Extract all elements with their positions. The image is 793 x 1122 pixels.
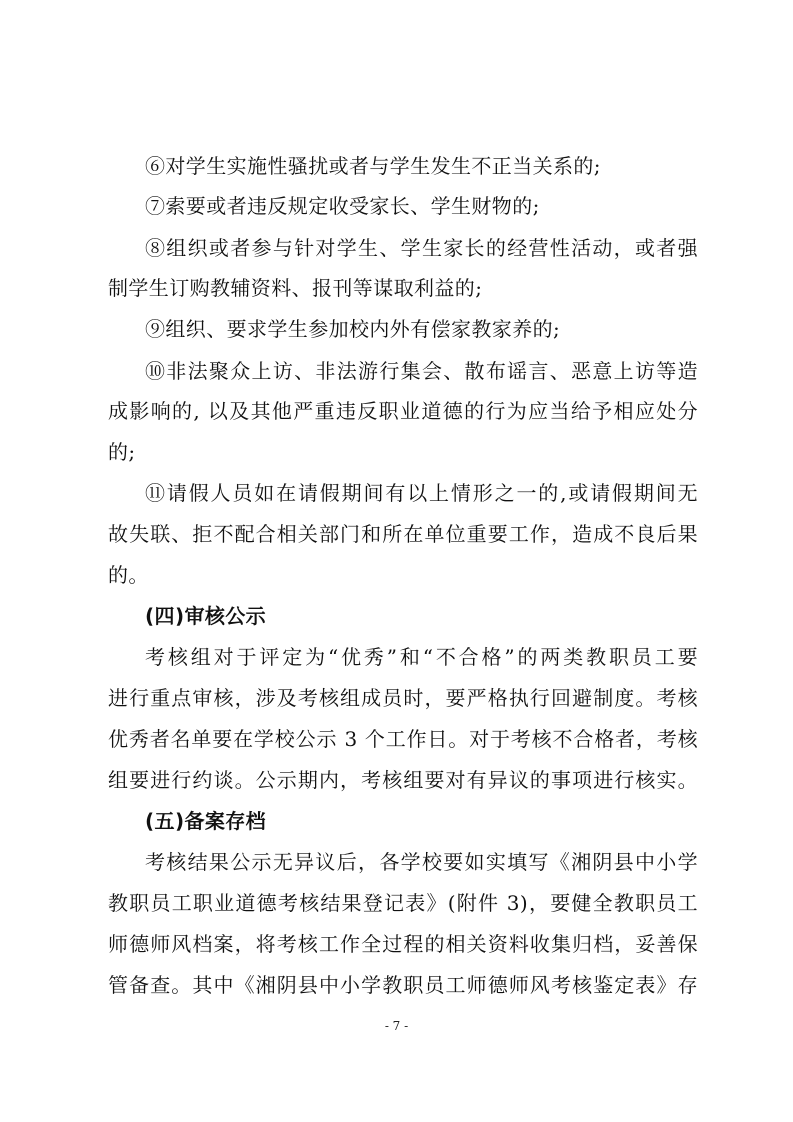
archive-para-line-4: 管备查。其中《湘阴县中小学教职员工师德师风考核鉴定表》存 (108, 973, 698, 997)
item-7-line-1: ⑦索要或者违反规定收受家长、学生财物的; (145, 194, 540, 218)
item-8-line-2: 制学生订购教辅资料、报刊等谋取利益的; (108, 276, 483, 300)
item-8-line-1: ⑧组织或者参与针对学生、学生家长的经营性活动，或者强 (145, 236, 698, 260)
item-10-line-3: 的; (108, 440, 136, 464)
review-para-line-1: 考核组对于评定为“优秀”和“不合格”的两类教职员工要 (145, 645, 698, 669)
item-10-line-1: ⑩非法聚众上访、非法游行集会、散布谣言、恶意上访等造 (145, 359, 698, 383)
item-10-line-2: 成影响的, 以及其他严重违反职业道德的行为应当给予相应处分 (108, 399, 698, 423)
review-para-line-2: 进行重点审核，涉及考核组成员时，要严格执行回避制度。考核 (108, 686, 698, 710)
item-11-line-2: 故失联、拒不配合相关部门和所在单位重要工作，造成不良后果 (108, 522, 698, 546)
item-11-line-1: ⑪请假人员如在请假期间有以上情形之一的,或请假期间无 (145, 481, 698, 505)
item-6-line-1: ⑥对学生实施性骚扰或者与学生发生不正当关系的; (145, 154, 601, 178)
item-11-line-3: 的。 (108, 563, 149, 587)
section-heading-archive: (五)备案存档 (145, 809, 267, 833)
review-para-line-3: 优秀者名单要在学校公示 3 个工作日。对于考核不合格者，考核 (108, 727, 698, 751)
archive-para-line-2: 教职员工职业道德考核结果登记表》(附件 3)，要健全教职员工 (108, 891, 698, 915)
review-para-line-4: 组要进行约谈。公示期内，考核组要对有异议的事项进行核实。 (108, 768, 698, 792)
archive-para-line-3: 师德师风档案，将考核工作全过程的相关资料收集归档，妥善保 (108, 932, 698, 956)
section-heading-review: (四)审核公示 (145, 604, 267, 628)
page-number: - 7 - (384, 1019, 409, 1033)
archive-para-line-1: 考核结果公示无异议后，各学校要如实填写《湘阴县中小学 (145, 850, 698, 874)
item-9-line-1: ⑨组织、要求学生参加校内外有偿家教家养的; (145, 317, 561, 341)
